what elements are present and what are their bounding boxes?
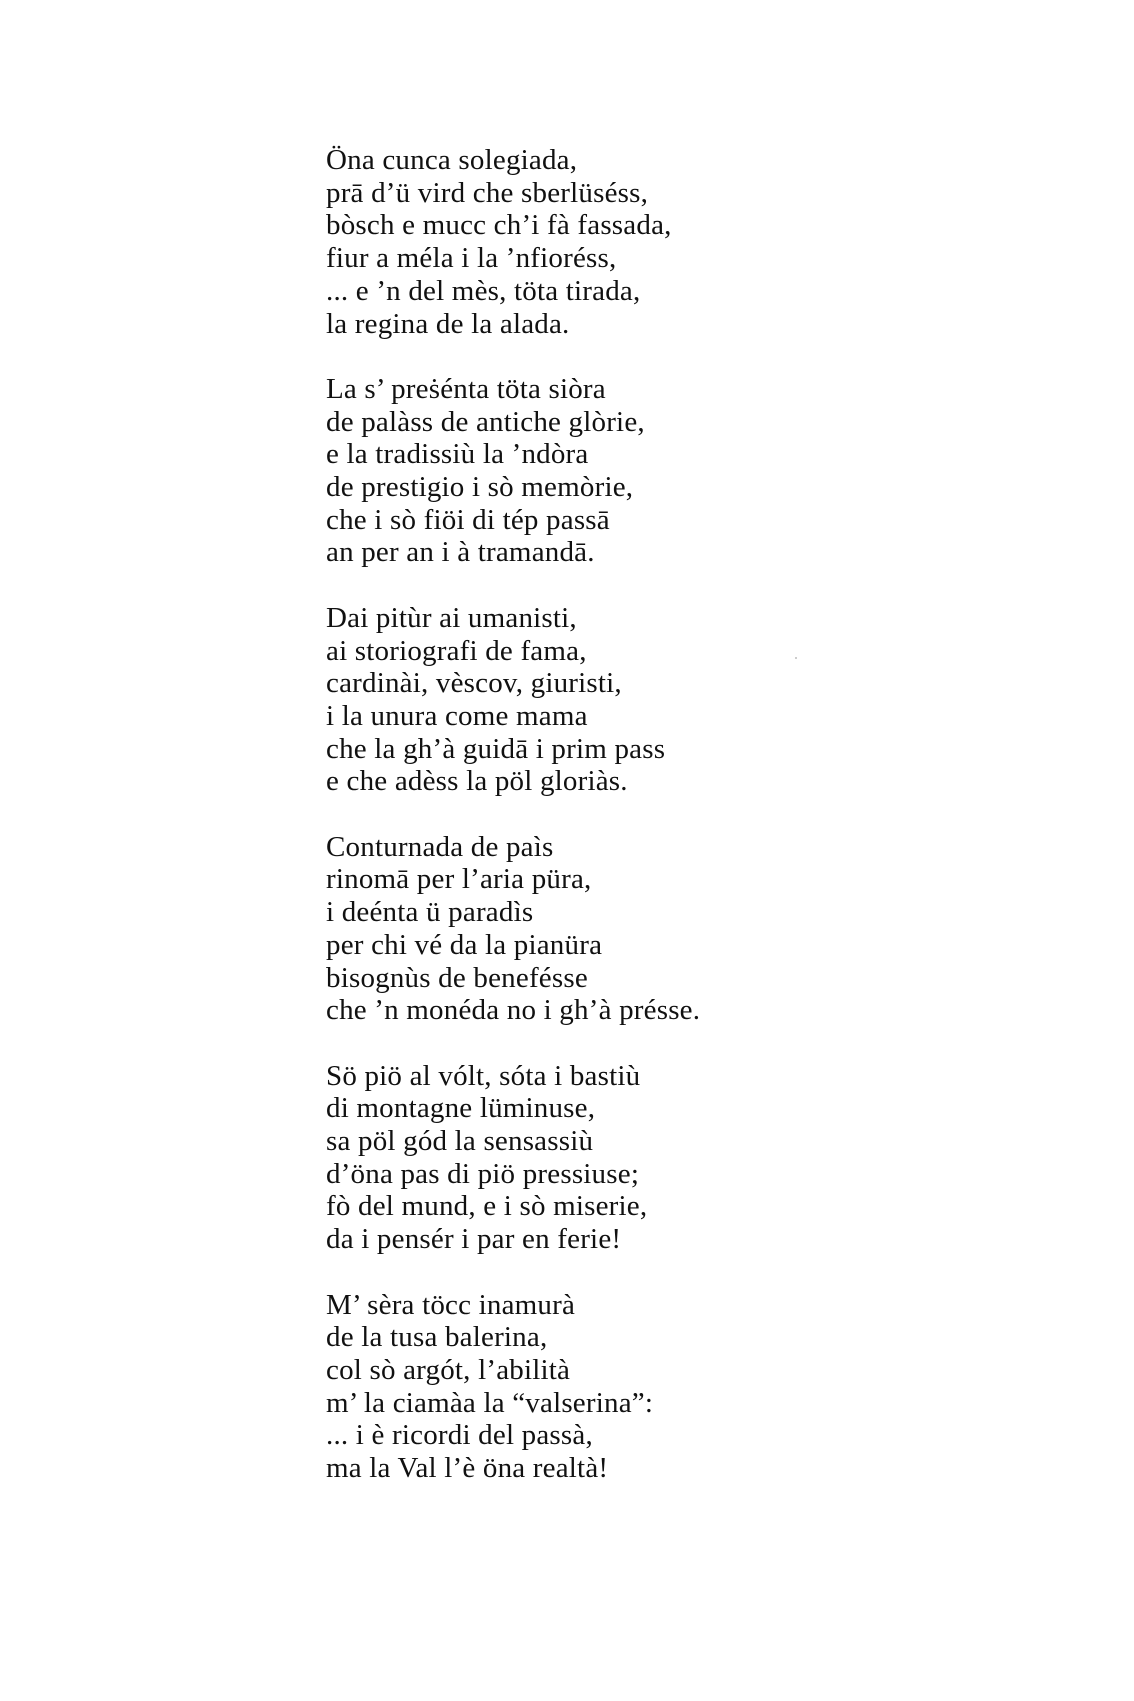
poem-line: de palàss de antiche glòrie,: [326, 405, 645, 438]
poem-line: col sò argót, l’abilità: [326, 1353, 571, 1386]
poem-line: ... i è ricordi del passà,: [326, 1419, 593, 1452]
stanza-1: [326, 144, 1086, 340]
poem-line: fò del mund, e i sò miserie,: [326, 1190, 648, 1223]
poem-line: de prestigio i sò memòrie,: [326, 471, 634, 504]
poem-line: ... e ’n del mès, töta tirada,: [326, 274, 641, 307]
poem-line: M’ sèra töcc inamurà: [326, 1288, 576, 1321]
poem-line: che ’n monéda no i gh’à présse.: [326, 994, 701, 1027]
poem-line: i la unura come mama: [326, 699, 588, 732]
stanza-5: [326, 1060, 1086, 1256]
poem-line: che la gh’à guidā i prim pass: [326, 732, 666, 765]
poem-line: ai storiografi de fama,: [326, 634, 587, 667]
poem-line: Dai pitùr ai umanisti,: [326, 601, 577, 634]
poem-line: ma la Val l’è öna realtà!: [326, 1452, 609, 1485]
poem-line: fiur a méla i la ’nfioréss,: [326, 242, 617, 275]
stanza-3: [326, 602, 1086, 798]
scan-speck: [795, 657, 797, 659]
poem-line: cardinài, vèscov, giuristi,: [326, 667, 622, 700]
poem-line: la regina de la alada.: [326, 307, 570, 340]
poem-line: che i sò fiöi di tép passā: [326, 503, 610, 536]
poem-line: d’öna pas di piö pressiuse;: [326, 1157, 640, 1190]
poem-line: sa pöl gód la sensassiù: [326, 1125, 594, 1158]
poem-line: bisognùs de benefésse: [326, 961, 588, 994]
stanza-4: [326, 831, 1086, 1027]
poem-line: i deénta ü paradìs: [326, 896, 534, 929]
poem-line: rinomā per l’aria püra,: [326, 863, 592, 896]
poem-line: Öna cunca solegiada,: [326, 144, 578, 176]
poem-line: di montagne lüminuse,: [326, 1092, 596, 1125]
poem-line: da i pensér i par en ferie!: [326, 1223, 622, 1256]
poem-line: de la tusa balerina,: [326, 1321, 548, 1354]
poem-line: an per an i à tramandā.: [326, 536, 595, 569]
poem-line: e che adèss la pöl gloriàs.: [326, 765, 628, 798]
poem-line: Conturnada de paìs: [326, 830, 554, 863]
poem-line: bòsch e mucc ch’i fà fassada,: [326, 209, 672, 242]
stanza-2: [326, 373, 1086, 569]
stanza-6: [326, 1289, 1086, 1485]
poem-line: La s’ preṡénta töta siòra: [326, 372, 606, 405]
poem-line: e la tradissiù la ’ndòra: [326, 438, 589, 471]
poem-line: Sö piö al vólt, sóta i bastiù: [326, 1059, 641, 1092]
poem: [326, 144, 1086, 1485]
poem-line: m’ la ciamàa la “valserina”:: [326, 1386, 654, 1419]
poem-line: prā d’ü vird che sberlüséss,: [326, 176, 649, 209]
poem-line: per chi vé da la pianüra: [326, 928, 603, 961]
